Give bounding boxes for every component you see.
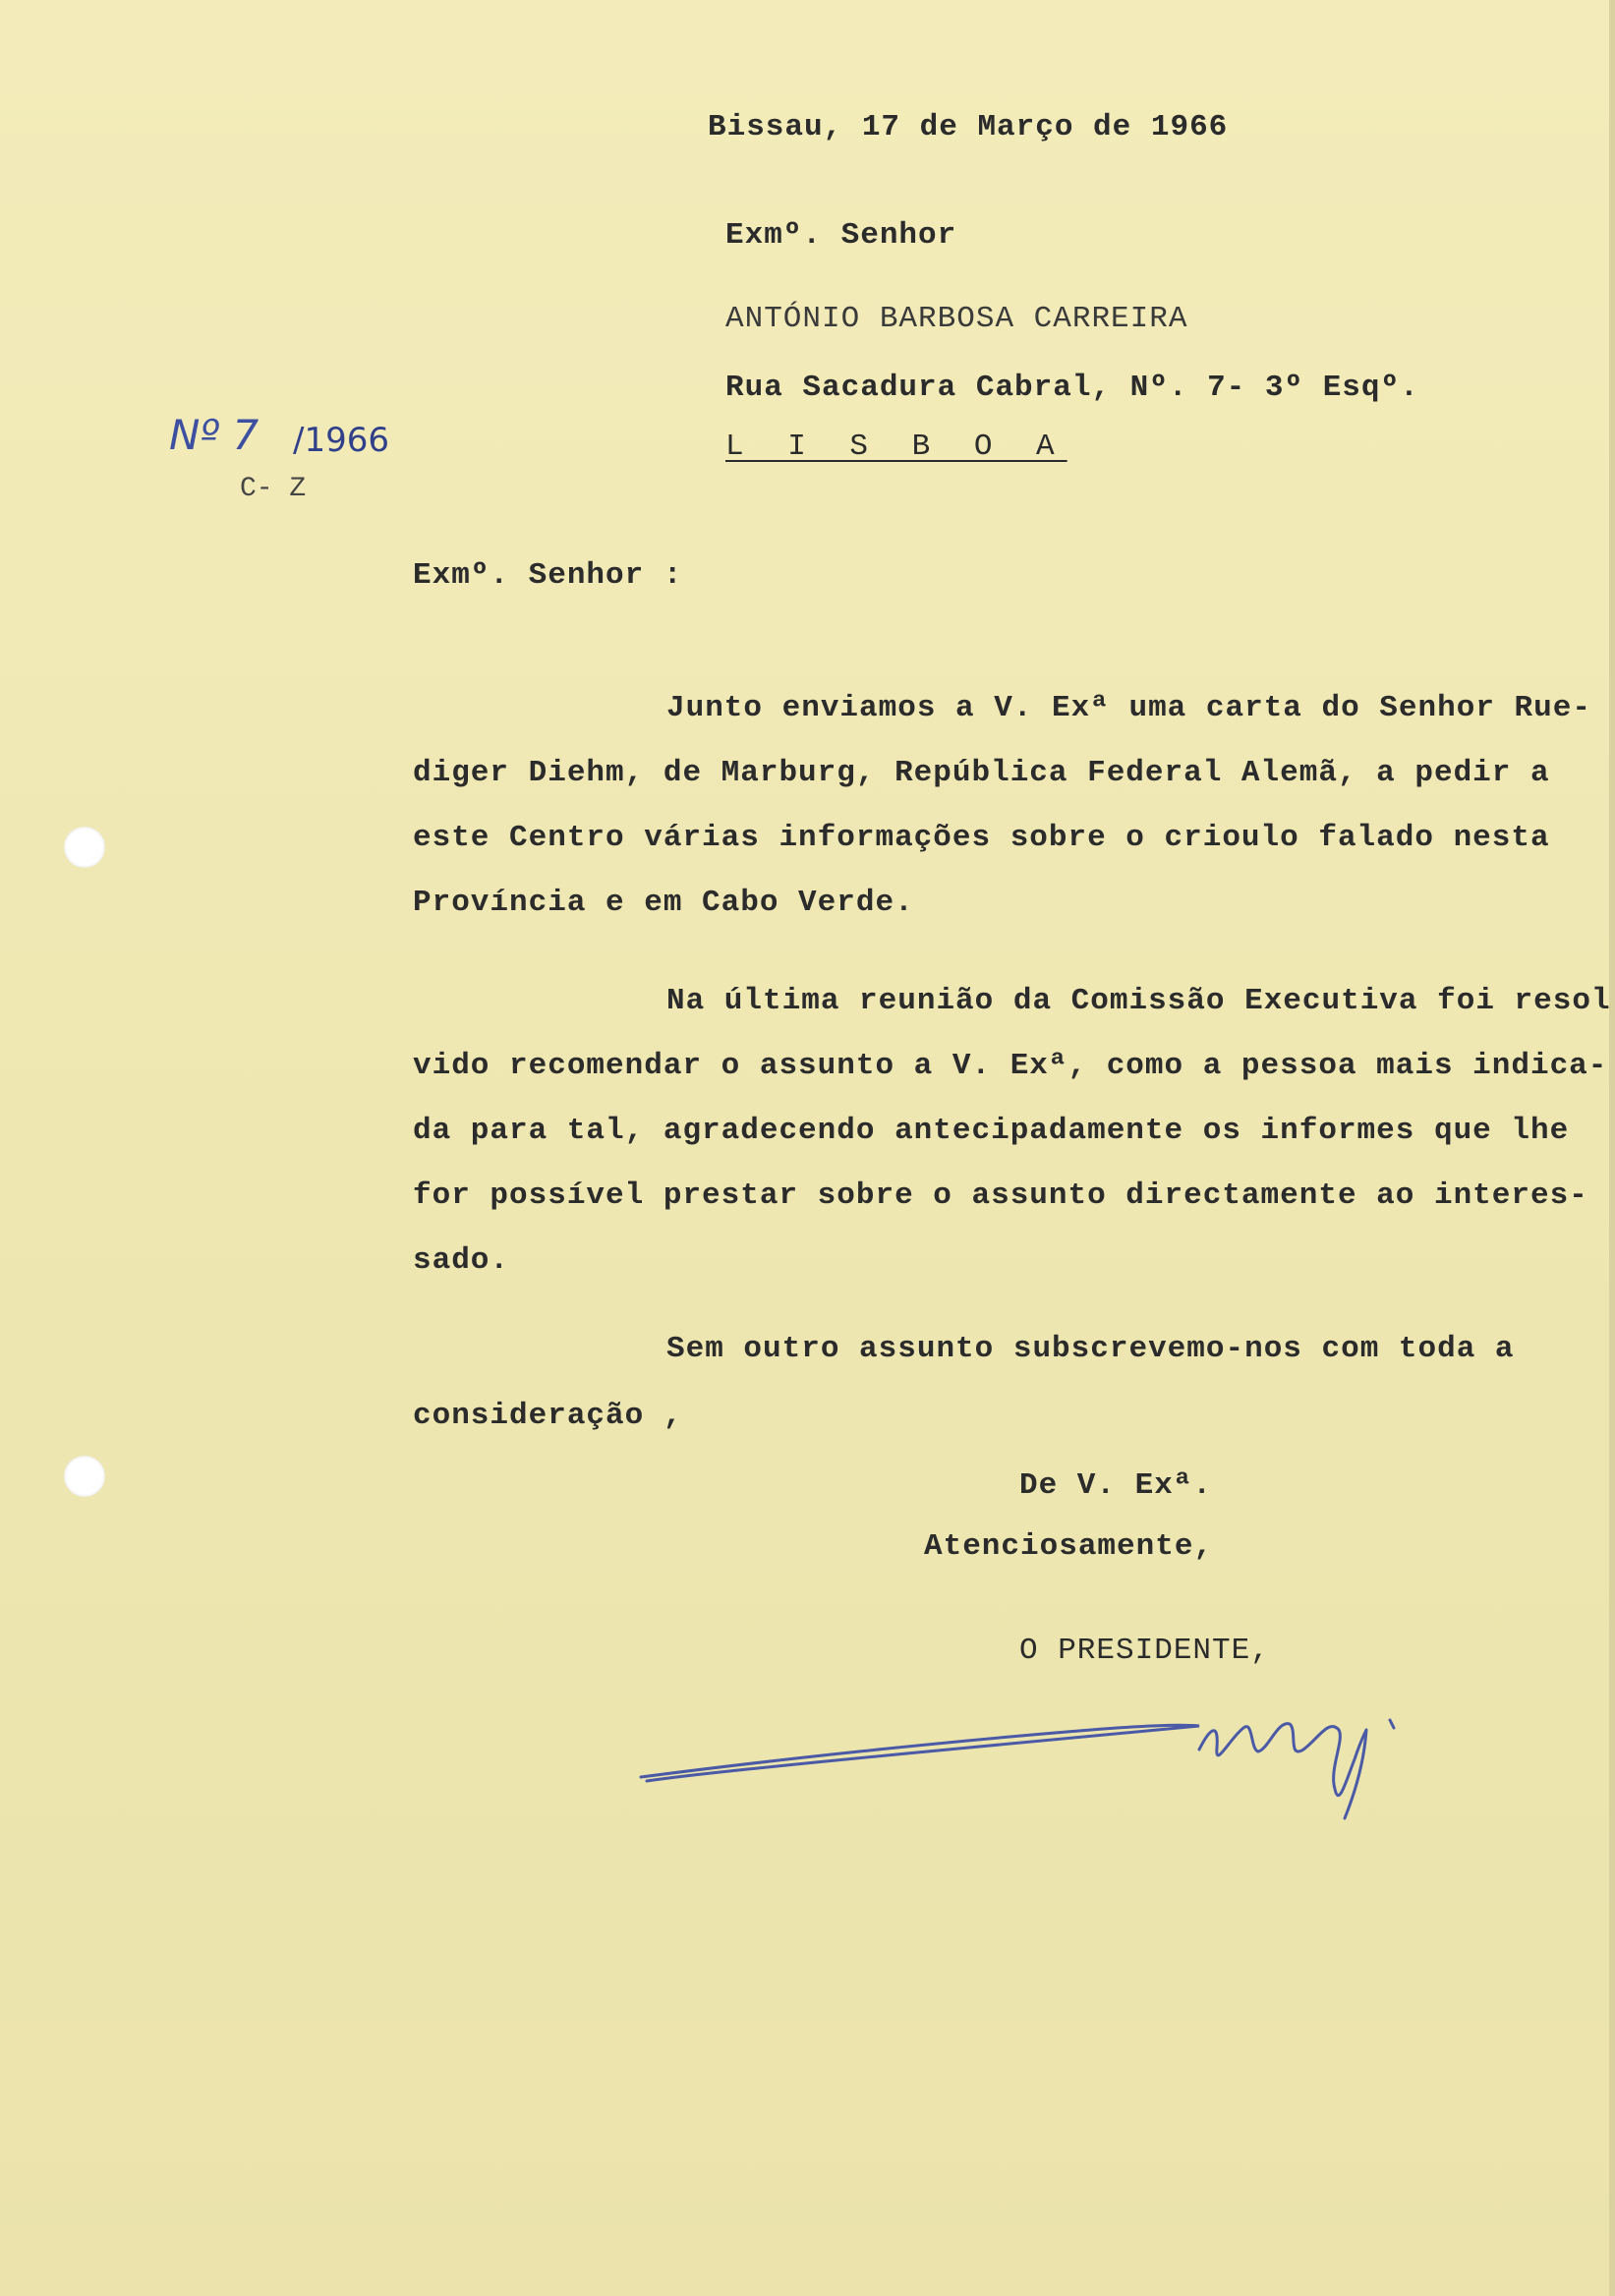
closing-line-1: De V. Exª.: [1019, 1468, 1213, 1503]
paragraph-3-line-2: consideração ,: [413, 1399, 683, 1433]
paragraph-2-line-5: sado.: [413, 1243, 510, 1278]
date-line: Bissau, 17 de Março de 1966: [708, 110, 1229, 144]
salutation: Exmº. Senhor :: [413, 558, 683, 593]
paragraph-2-line-2: vido recomendar o assunto a V. Exª, como a pessoa mais indica-: [413, 1049, 1608, 1083]
signatory-title: O PRESIDENTE,: [1019, 1634, 1270, 1668]
punch-hole-bottom: [64, 1456, 105, 1497]
paragraph-2-line-3: da para tal, agradecendo antecipadamente os informes que lhe: [413, 1114, 1570, 1148]
paragraph-1-line-4: Província e em Cabo Verde.: [413, 886, 914, 920]
reference-number: Nº 7: [169, 411, 260, 459]
paragraph-1-line-3: este Centro várias informações sobre o crioulo falado nesta: [413, 821, 1550, 855]
recipient-street: Rua Sacadura Cabral, Nº. 7- 3º Esqº.: [725, 371, 1419, 405]
paragraph-2-line-4: for possível prestar sobre o assunto directamente ao interes-: [413, 1178, 1588, 1213]
paragraph-1-line-1: Junto enviamos a V. Exª uma carta do Senhor Rue-: [666, 691, 1591, 725]
closing-line-2: Atenciosamente,: [924, 1529, 1214, 1564]
recipient-name: ANTÓNIO BARBOSA CARREIRA: [725, 302, 1188, 336]
punch-hole-top: [64, 827, 105, 868]
recipient-title: Exmº. Senhor: [725, 218, 957, 253]
paragraph-3-line-1: Sem outro assunto subscrevemo-nos com toda a: [666, 1332, 1515, 1366]
paragraph-2-line-1: Na última reunião da Comissão Executiva foi resol: [666, 984, 1611, 1018]
paper-edge: [1609, 0, 1615, 2296]
signature-scribble: [629, 1691, 1455, 1848]
reference-code: C- Z: [240, 474, 307, 504]
paragraph-1-line-2: diger Diehm, de Marburg, República Federal Alemã, a pedir a: [413, 756, 1550, 790]
reference-year: /1966: [293, 421, 389, 460]
recipient-city: L I S B O A: [725, 430, 1067, 464]
